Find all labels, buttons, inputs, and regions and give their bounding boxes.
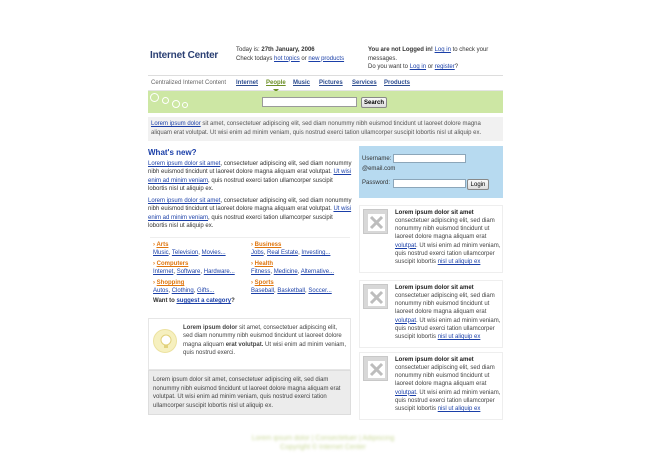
nav-internet[interactable]: Internet — [236, 80, 259, 86]
intro-text — [148, 117, 503, 141]
category-title[interactable]: Shopping — [156, 280, 185, 286]
news-paragraph — [148, 160, 352, 193]
intro-body: sit amet, consectetuer adipiscing elit, sed diam nonummy nibh euismod tincidunt ut laoreet dolore magna aliquam erat volutpat. Ut wisi enim ad minim veniam, quis nostrud exerci tation ullamcorper suscipit lobortis nisl ut aliquip ex. — [151, 121, 482, 136]
category-health: › Health Fitness, Medicine, Alternative... — [251, 261, 335, 276]
suggest-category-link[interactable]: suggest a category — [176, 298, 232, 304]
category-link[interactable]: Music — [153, 250, 169, 257]
category-grid — [150, 237, 350, 307]
category-link[interactable]: Television — [171, 250, 199, 257]
card-link[interactable]: volutpat — [395, 317, 417, 324]
news-text: , consectetuer adipiscing elit, sed diam nonummy nibh euismod tincidunt ut laoreet dolore magna aliquam erat volutpat. — [148, 161, 352, 176]
feature-body-2: Ut wisi enim ad minim veniam, quis nostrud exerci. — [183, 341, 347, 356]
category-link[interactable]: Jobs — [251, 250, 264, 257]
category-link[interactable]: Investing... — [301, 250, 331, 257]
site-logo[interactable]: Internet Center — [150, 50, 219, 61]
category-sports: › Sports Baseball, Basketball, Soccer... — [251, 280, 332, 295]
news-link[interactable]: Lorem ipsum dolor sit amet — [148, 161, 221, 167]
category-link[interactable]: Basketball — [277, 288, 306, 295]
card-text-2: . Ut wisi enim ad minim veniam, quis nostrud exerci tation ullamcorper suscipit lobortis — [395, 242, 501, 266]
suggest-suffix: ? — [231, 298, 235, 304]
lightbulb-icon — [153, 329, 177, 353]
news-link[interactable]: Ut wisi enim ad minim veniam — [148, 169, 352, 184]
email-hint: @email.com — [362, 166, 396, 172]
news-text: , consectetuer adipiscing elit, sed diam nonummy nibh euismod tincidunt ut laoreet dolore magna aliquam erat volutpat. — [148, 198, 352, 213]
login-link[interactable]: Log in — [434, 47, 451, 53]
footer-copyright: Copyright © Internet Center — [280, 444, 366, 451]
category-title[interactable]: Computers — [156, 261, 189, 267]
card-link-2[interactable]: nisl ut aliquip ex — [437, 259, 481, 266]
nav-people[interactable]: People — [266, 80, 286, 86]
card-body — [395, 217, 501, 266]
footer — [228, 434, 418, 456]
category-title[interactable]: Sports — [254, 280, 274, 286]
category-title[interactable]: Health — [254, 261, 274, 267]
category-link[interactable]: Real Estate — [267, 250, 299, 257]
hot-topics-link[interactable]: hot topics — [274, 55, 300, 62]
register-prefix: Do you want to — [368, 64, 410, 71]
new-products-link[interactable]: new products — [308, 55, 345, 62]
card-text: consectetuer adipiscing elit, sed diam nonummy nibh euismod tincidunt ut laoreet dolore magna aliquam erat — [395, 218, 495, 241]
card-link-2[interactable]: nisl ut aliquip ex — [437, 406, 481, 413]
search-bar — [148, 91, 503, 113]
feature-bold-2: erat volutpat. — [225, 341, 264, 348]
image-placeholder-icon — [363, 209, 388, 234]
card-title: Lorem ipsum dolor sit amet — [395, 357, 474, 363]
category-title[interactable]: Business — [254, 242, 282, 248]
intro-link[interactable]: Lorem ipsum dolor — [151, 121, 201, 127]
or-text-2: or — [426, 64, 435, 71]
category-link[interactable]: Baseball — [251, 288, 275, 295]
decor-circle-icon — [150, 93, 159, 102]
category-link[interactable]: Gifts... — [197, 288, 215, 295]
feature-bold: Lorem ipsum dolor — [183, 325, 238, 331]
search-button[interactable]: Search — [361, 97, 387, 108]
arrow-icon: › — [251, 261, 255, 267]
main-nav — [148, 75, 503, 91]
category-link[interactable]: Alternative... — [300, 269, 335, 276]
or-text: or — [299, 55, 309, 62]
username-input[interactable] — [393, 154, 466, 163]
today-label: Today is: — [236, 47, 262, 53]
register-link[interactable]: register — [434, 64, 455, 71]
arrow-icon: › — [153, 261, 157, 267]
nav-pictures[interactable]: Pictures — [319, 80, 343, 86]
category-link[interactable]: Autos — [153, 288, 169, 295]
decor-circle-icon — [162, 97, 169, 104]
category-link[interactable]: Hardware... — [203, 269, 235, 276]
news-paragraph — [148, 197, 352, 230]
login-suffix: to check your messages. — [368, 47, 489, 62]
news-link[interactable]: Ut wisi enim ad minim veniam — [148, 206, 352, 221]
login-form — [359, 146, 503, 198]
nav-music[interactable]: Music — [293, 80, 311, 86]
username-label: Username: — [362, 156, 392, 162]
category-business: › Business Jobs, Real Estate, Investing... — [251, 242, 331, 257]
category-title[interactable]: Arts — [156, 242, 169, 248]
card-body — [395, 364, 501, 413]
news-link[interactable]: Lorem ipsum dolor sit amet — [148, 198, 221, 204]
nav-products[interactable]: Products — [384, 80, 411, 86]
card-title: Lorem ipsum dolor sit amet — [395, 285, 474, 291]
password-label: Password: — [362, 180, 391, 186]
feature-body: sit amet, consectetuer adipiscing elit, sed diam nonummy nibh euismod tincidunt ut laoreet dolore magna aliquam — [183, 325, 342, 348]
bottom-text-box: Lorem ipsum dolor sit amet, consectetuer adipiscing elit, sed diam nonummy nibh euismod tincidunt ut laoreet dolore magna aliquam erat volutpat. Ut wisi enim ad minim veniam, quis nostrud exerci tation ullamcorper suscipit lobortis nisl ut aliquip ex. — [148, 370, 351, 415]
login-link-2[interactable]: Log in — [409, 64, 427, 71]
suggest-category — [153, 298, 235, 304]
category-shopping: › Shopping Autos, Clothing, Gifts... — [153, 280, 215, 295]
card-body — [395, 292, 501, 341]
arrow-icon: › — [251, 242, 255, 248]
login-button[interactable]: Login — [467, 179, 489, 190]
category-link[interactable]: Movies... — [201, 250, 226, 257]
feature-text — [183, 324, 347, 357]
news-text: , quis nostrud exerci tation ullamcorper suscipit lobortis nisl ut aliquip ex. — [148, 214, 333, 229]
nav-services[interactable]: Services — [352, 80, 377, 86]
whats-new-title: What's new? — [148, 148, 197, 157]
card-link[interactable]: volutpat — [395, 389, 417, 396]
category-link[interactable]: Internet — [153, 269, 174, 276]
news-card — [359, 352, 503, 420]
arrow-icon: › — [251, 280, 255, 286]
category-link[interactable]: Fitness — [251, 269, 271, 276]
arrow-icon: › — [153, 280, 157, 286]
suggest-prefix: Want to — [153, 298, 177, 304]
category-arts: › Arts Music, Television, Movies... — [153, 242, 226, 257]
card-text-2: . Ut wisi enim ad minim veniam, quis nostrud exerci tation ullamcorper suscipit lobortis — [395, 389, 501, 413]
card-link[interactable]: volutpat — [395, 242, 417, 249]
register-qmark: ? — [454, 64, 459, 71]
arrow-icon: › — [153, 242, 157, 248]
category-link[interactable]: Medicine — [273, 269, 298, 276]
search-input[interactable] — [262, 97, 357, 107]
news-card — [359, 280, 503, 348]
date-info — [236, 46, 358, 63]
today-date: 27th January, 2006 — [261, 47, 315, 53]
site-tagline: Centralized Internet Content — [151, 80, 227, 86]
login-status — [368, 46, 503, 72]
check-prefix: Check todays — [236, 55, 275, 62]
feature-box — [148, 318, 351, 370]
category-link[interactable]: Soccer... — [308, 288, 332, 295]
login-status-bold: You are not Logged in! — [368, 47, 433, 53]
card-link-2[interactable]: nisl ut aliquip ex — [437, 334, 481, 341]
image-placeholder-icon — [363, 284, 388, 309]
decor-circle-icon — [182, 102, 188, 108]
category-link[interactable]: Software — [176, 269, 201, 276]
category-computers: › Computers Internet, Software, Hardware... — [153, 261, 235, 276]
card-title: Lorem ipsum dolor sit amet — [395, 210, 474, 216]
news-card — [359, 205, 503, 273]
card-text: consectetuer adipiscing elit, sed diam nonummy nibh euismod tincidunt ut laoreet dolore magna aliquam erat — [395, 365, 495, 388]
card-text: consectetuer adipiscing elit, sed diam nonummy nibh euismod tincidunt ut laoreet dolore magna aliquam erat — [395, 293, 495, 316]
decor-circle-icon — [172, 100, 180, 108]
news-text: , quis nostrud exerci tation ullamcorper suscipit lobortis nisl ut aliquip ex. — [148, 177, 333, 192]
card-text-2: . Ut wisi enim ad minim veniam, quis nostrud exerci tation ullamcorper suscipit lobortis — [395, 317, 501, 341]
image-placeholder-icon — [363, 356, 388, 381]
password-input[interactable] — [393, 179, 466, 188]
category-link[interactable]: Clothing — [171, 288, 194, 295]
footer-links[interactable]: Lorem ipsum dolor | Consectetuer | Adipiscing — [251, 435, 395, 442]
